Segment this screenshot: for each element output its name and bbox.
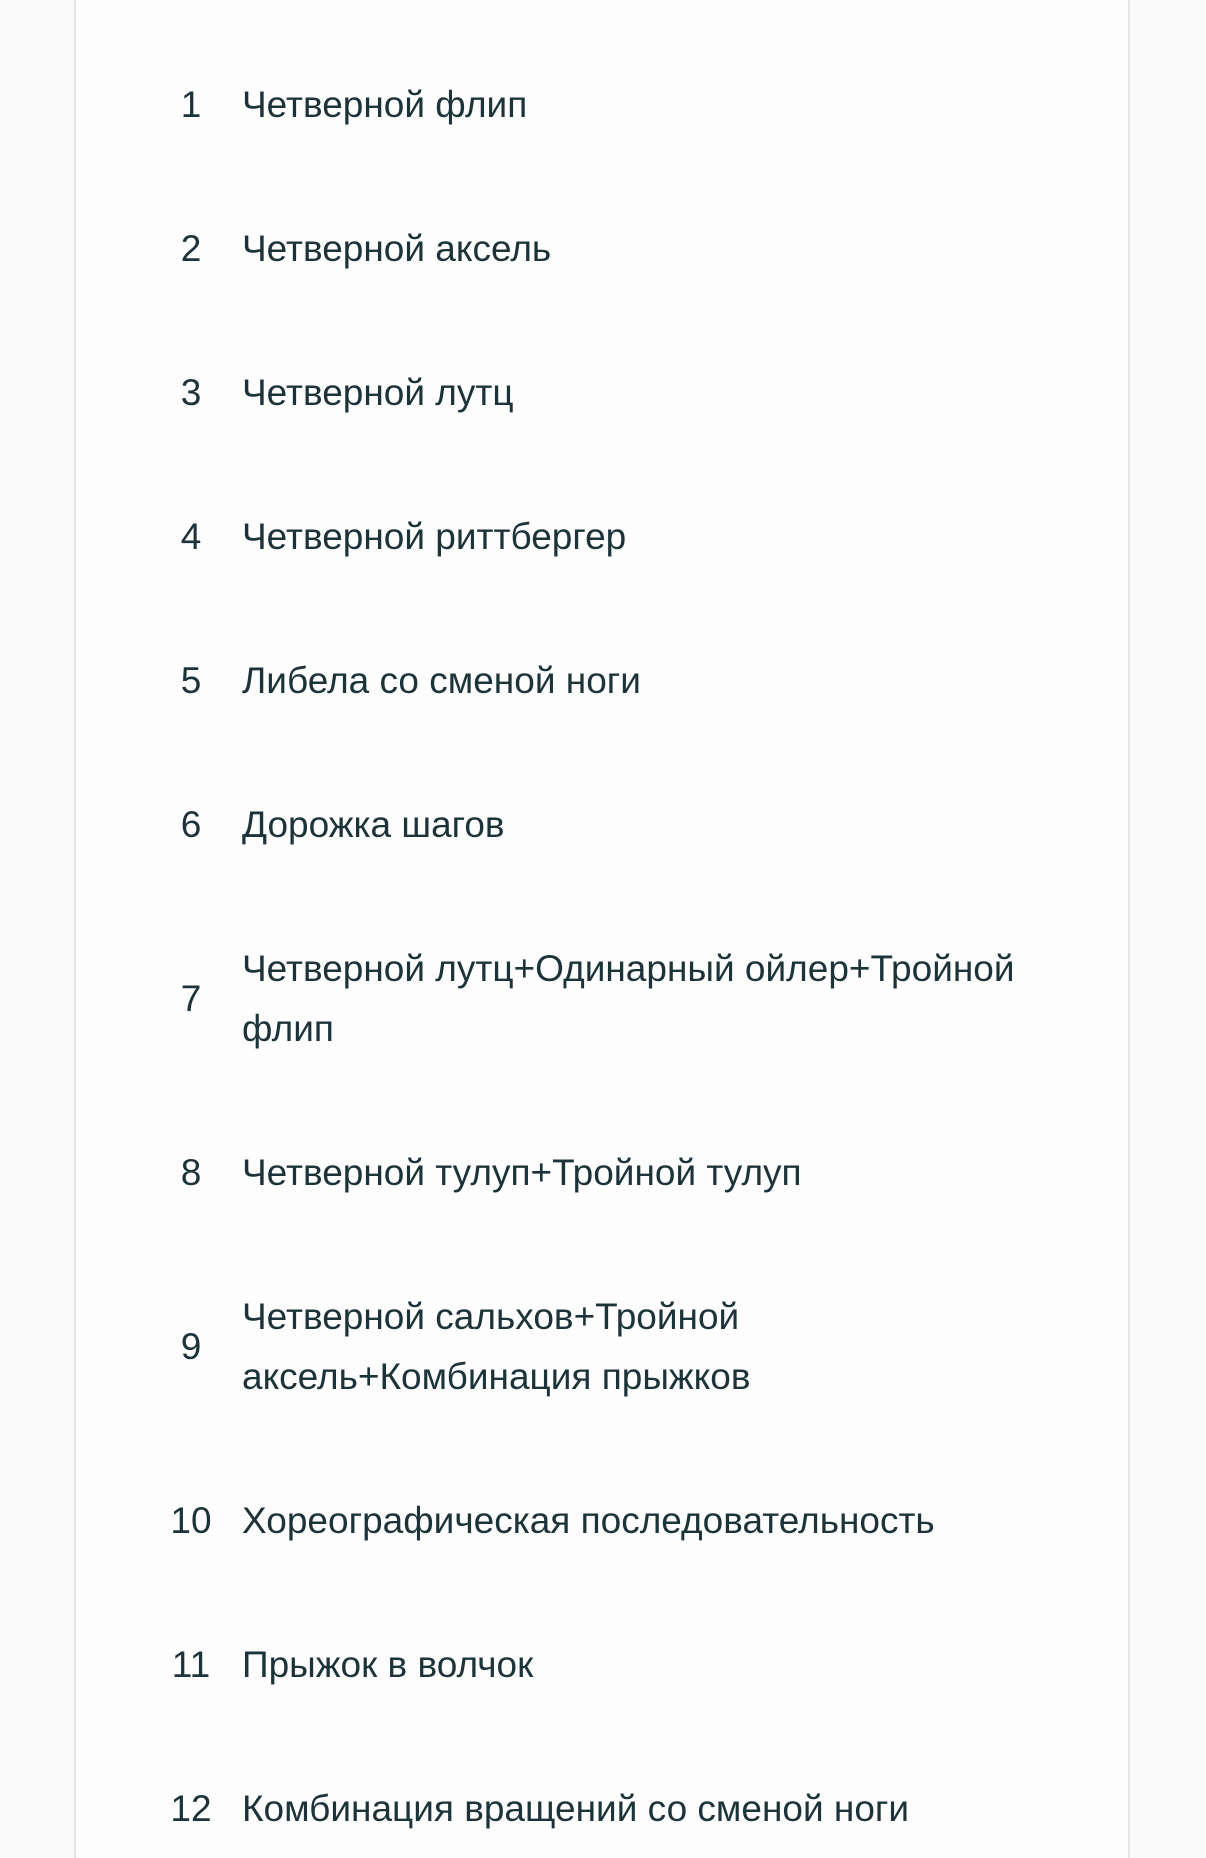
element-name: Четверной лутц bbox=[242, 372, 514, 413]
element-name: Четверной аксель bbox=[242, 228, 552, 269]
table-row bbox=[76, 1635, 1128, 1695]
element-name-continued: флип bbox=[242, 1008, 334, 1049]
element-name: Четверной флип bbox=[242, 84, 528, 125]
element-name: Четверной тулуп+Тройной тулуп bbox=[242, 1152, 802, 1193]
elements-table bbox=[74, 0, 1130, 1858]
table-row bbox=[76, 75, 1128, 135]
row-number: 8 bbox=[180, 1152, 202, 1193]
row-number: 4 bbox=[180, 516, 202, 557]
row-number: 10 bbox=[170, 1500, 212, 1541]
table-row bbox=[76, 1143, 1128, 1203]
table-row bbox=[76, 1287, 1128, 1407]
element-name-continued: аксель+Комбинация прыжков bbox=[242, 1356, 751, 1397]
row-number: 7 bbox=[180, 978, 202, 1019]
element-name: Хореографическая последовательность bbox=[242, 1500, 935, 1541]
table-row bbox=[76, 219, 1128, 279]
row-number: 5 bbox=[180, 660, 202, 701]
row-number: 12 bbox=[170, 1788, 212, 1829]
table-row bbox=[76, 651, 1128, 711]
element-name: Прыжок в волчок bbox=[242, 1644, 534, 1685]
row-number: 11 bbox=[171, 1644, 211, 1685]
element-name: Дорожка шагов bbox=[242, 804, 505, 845]
table-row bbox=[76, 363, 1128, 423]
table-row bbox=[76, 795, 1128, 855]
row-number: 9 bbox=[180, 1326, 202, 1367]
row-number: 2 bbox=[180, 228, 202, 269]
row-number: 1 bbox=[180, 84, 202, 125]
element-name: Четверной сальхов+Тройной bbox=[242, 1296, 740, 1337]
element-name: Четверной лутц+Одинарный ойлер+Тройной bbox=[242, 948, 1015, 989]
table-row bbox=[76, 1779, 1128, 1839]
element-name: Четверной риттбергер bbox=[242, 516, 627, 557]
row-number: 6 bbox=[180, 804, 202, 845]
row-number: 3 bbox=[180, 372, 202, 413]
element-name: Либела со сменой ноги bbox=[242, 660, 641, 701]
table-row bbox=[76, 939, 1128, 1059]
table-row bbox=[76, 507, 1128, 567]
element-name: Комбинация вращений со сменой ноги bbox=[242, 1788, 910, 1829]
table-row bbox=[76, 1491, 1128, 1551]
